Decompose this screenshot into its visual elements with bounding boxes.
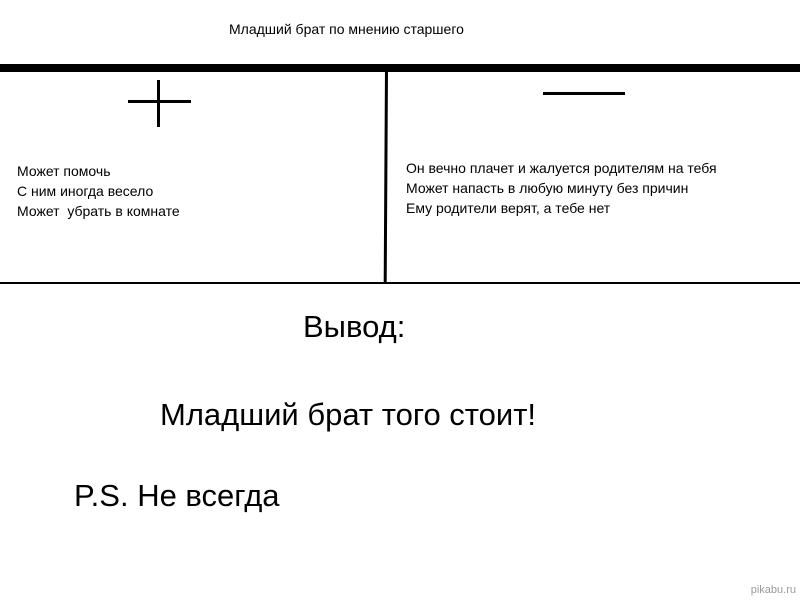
minus-icon <box>543 92 625 95</box>
pros-list <box>17 161 180 221</box>
top-divider-line <box>0 64 800 72</box>
pros-item: Может убрать в комнате <box>17 203 180 219</box>
conclusion-text: Младший брат того стоит! <box>160 397 537 432</box>
watermark: pikabu.ru <box>750 584 796 596</box>
page-title: Младший брат по мнению старшего <box>229 21 464 37</box>
conclusion-label: Вывод: <box>303 309 406 344</box>
bottom-divider-line <box>0 282 800 284</box>
cons-item: Ему родители верят, а тебе нет <box>406 200 611 216</box>
cons-item: Может напасть в любую минуту без причин <box>406 180 689 196</box>
postscript: P.S. Не всегда <box>74 478 280 513</box>
pros-item: С ним иногда весело <box>17 183 154 199</box>
pros-item: Может помочь <box>17 163 111 179</box>
column-divider-line <box>384 68 388 284</box>
cons-list <box>406 158 717 218</box>
cons-item: Он вечно плачет и жалуется родителям на тебя <box>406 160 717 176</box>
